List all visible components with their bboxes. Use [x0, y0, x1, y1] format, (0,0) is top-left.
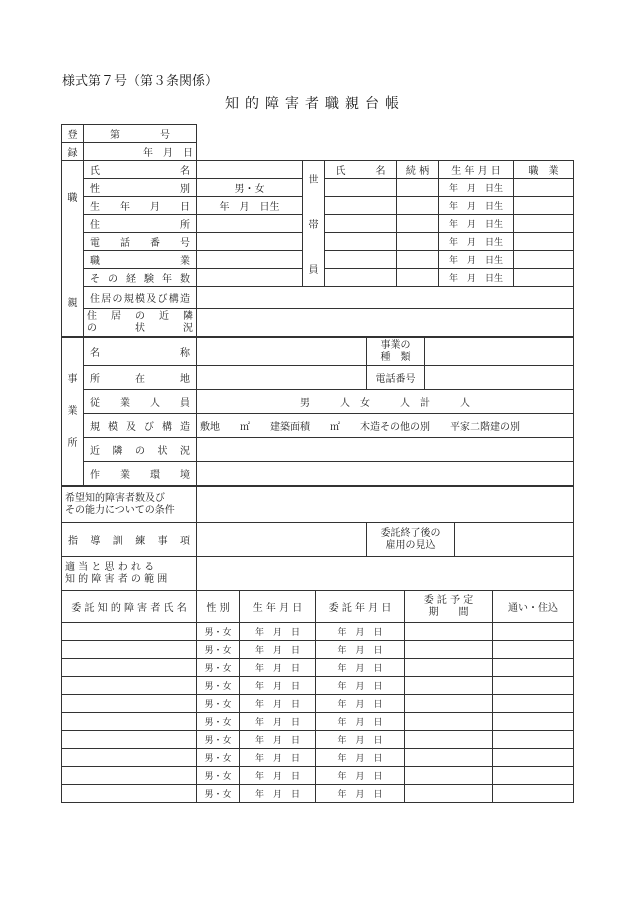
shokuoya-field-value[interactable] [197, 233, 303, 251]
sex-cell[interactable]: 男・女 [197, 731, 240, 749]
period-cell[interactable] [405, 731, 493, 749]
household-birth-cell[interactable]: 年 月 日生 [439, 233, 514, 251]
household-birth-cell[interactable]: 年 月 日生 [439, 269, 514, 287]
table-row [62, 749, 574, 767]
household-side-label: 世 帯 員 [303, 161, 325, 287]
sex-cell[interactable]: 男・女 [197, 677, 240, 695]
consignment-table [61, 590, 574, 803]
consignee-name-cell[interactable] [62, 695, 197, 713]
commute-cell[interactable] [493, 785, 574, 803]
period-cell[interactable] [405, 641, 493, 659]
table-row [62, 785, 574, 803]
shokuoya-field-label: そ の 経 験 年 数 [84, 269, 197, 287]
birth-cell[interactable]: 年 月 日 [240, 713, 316, 731]
business-phone-value[interactable] [425, 366, 574, 390]
business-location-value[interactable] [197, 366, 367, 390]
period-cell[interactable] [405, 677, 493, 695]
page-title: 知的障害者職親台帳 [225, 96, 405, 112]
after-employment-value[interactable] [455, 523, 574, 557]
birth-header: 生 年 月 日 [240, 591, 316, 623]
business-employees-value: 男 人 女 人 計 人 [197, 390, 574, 414]
household-birth-cell[interactable]: 年 月 日生 [439, 197, 514, 215]
period-cell[interactable] [405, 749, 493, 767]
period-cell[interactable] [405, 623, 493, 641]
business-phone-label: 電話番号 [367, 366, 425, 390]
sex-cell[interactable]: 男・女 [197, 785, 240, 803]
household-cell[interactable] [514, 233, 574, 251]
conditions-label: 希望知的障害者数及び その能力についての条件 [62, 487, 197, 523]
neighborhood-value[interactable] [197, 309, 574, 337]
birth-cell[interactable]: 年 月 日 [240, 623, 316, 641]
business-side-label: 事 業 所 [62, 338, 84, 486]
birth-cell[interactable]: 年 月 日 [240, 677, 316, 695]
shokuoya-field-value[interactable] [197, 215, 303, 233]
household-col-header: 氏 名 [325, 161, 397, 179]
household-cell[interactable] [514, 269, 574, 287]
household-cell[interactable] [325, 179, 397, 197]
commute-cell[interactable] [493, 695, 574, 713]
household-cell[interactable] [325, 233, 397, 251]
consign-date-cell[interactable]: 年 月 日 [316, 731, 405, 749]
consignee-name-cell[interactable] [62, 623, 197, 641]
household-cell[interactable] [514, 251, 574, 269]
sex-cell[interactable]: 男・女 [197, 641, 240, 659]
household-cell[interactable] [397, 179, 439, 197]
household-birth-cell[interactable]: 年 月 日生 [439, 215, 514, 233]
household-cell[interactable] [397, 197, 439, 215]
household-cell[interactable] [397, 215, 439, 233]
consignee-name-cell[interactable] [62, 641, 197, 659]
business-environment-label: 作 業 環 境 [84, 462, 197, 486]
shokuoya-field-value[interactable]: 年 月 日生 [197, 197, 303, 215]
consignee-name-cell[interactable] [62, 713, 197, 731]
birth-cell[interactable]: 年 月 日 [240, 695, 316, 713]
sex-cell[interactable]: 男・女 [197, 749, 240, 767]
commute-cell[interactable] [493, 731, 574, 749]
sex-cell[interactable]: 男・女 [197, 623, 240, 641]
business-location-label: 所 在 地 [84, 366, 197, 390]
consign-date-cell[interactable]: 年 月 日 [316, 713, 405, 731]
table-row [62, 659, 574, 677]
birth-cell[interactable]: 年 月 日 [240, 785, 316, 803]
business-neighborhood-value[interactable] [197, 438, 574, 462]
business-scale-value: 敷地 ㎡ 建築面積 ㎡ 木造その他の別 平家二階建の別 [197, 414, 574, 438]
period-cell[interactable] [405, 767, 493, 785]
business-environment-value[interactable] [197, 462, 574, 486]
consign-date-cell[interactable]: 年 月 日 [316, 749, 405, 767]
shokuoya-field-label: 住 所 [84, 215, 197, 233]
registration-date: 年 月 日 [84, 143, 197, 161]
household-cell[interactable] [325, 197, 397, 215]
after-employment-label: 委託終了後の 雇用の見込 [367, 523, 455, 557]
period-cell[interactable] [405, 713, 493, 731]
consign-date-cell[interactable]: 年 月 日 [316, 677, 405, 695]
guidance-value[interactable] [197, 523, 367, 557]
commute-cell[interactable] [493, 749, 574, 767]
consignee-name-cell[interactable] [62, 659, 197, 677]
birth-cell[interactable]: 年 月 日 [240, 749, 316, 767]
business-type-label: 事業の 種 類 [367, 338, 425, 366]
housing-value[interactable] [197, 287, 574, 309]
household-birth-cell[interactable]: 年 月 日生 [439, 179, 514, 197]
consignee-name-cell[interactable] [62, 731, 197, 749]
period-cell[interactable] [405, 695, 493, 713]
commute-cell[interactable] [493, 767, 574, 785]
table-row [62, 641, 574, 659]
period-cell[interactable] [405, 785, 493, 803]
table-row [62, 623, 574, 641]
birth-cell[interactable]: 年 月 日 [240, 641, 316, 659]
shokuoya-field-label: 職 業 [84, 251, 197, 269]
birth-cell[interactable]: 年 月 日 [240, 731, 316, 749]
household-cell[interactable] [397, 269, 439, 287]
commute-cell[interactable] [493, 623, 574, 641]
household-birth-cell[interactable]: 年 月 日生 [439, 251, 514, 269]
period-header: 委 託 予 定 期 間 [405, 591, 493, 623]
business-employees-label: 従 業 人 員 [84, 390, 197, 414]
shokuoya-field-label: 氏 名 [84, 161, 197, 179]
household-cell[interactable] [397, 251, 439, 269]
scope-label: 適 当 と 思 わ れ る 知 的 障 害 者 の 範 囲 [62, 557, 197, 591]
consign-date-header: 委 託 年 月 日 [316, 591, 405, 623]
consign-date-cell[interactable]: 年 月 日 [316, 785, 405, 803]
household-cell[interactable] [514, 215, 574, 233]
consignee-name-cell[interactable] [62, 677, 197, 695]
sex-cell[interactable]: 男・女 [197, 767, 240, 785]
registration-side-label: 登 [62, 125, 84, 143]
commute-header: 通い・住込 [493, 591, 574, 623]
shokuoya-field-label: 生 年 月 日 [84, 197, 197, 215]
consign-date-cell[interactable]: 年 月 日 [316, 641, 405, 659]
commute-cell[interactable] [493, 659, 574, 677]
household-col-header: 職 業 [514, 161, 574, 179]
conditions-table [61, 486, 574, 591]
shokuoya-field-value[interactable] [197, 161, 303, 179]
shokuoya-field-label: 電 話 番 号 [84, 233, 197, 251]
business-table [61, 337, 574, 486]
business-type-value[interactable] [425, 338, 574, 366]
household-cell[interactable] [325, 215, 397, 233]
period-cell[interactable] [405, 659, 493, 677]
shokuoya-field-value[interactable] [197, 269, 303, 287]
commute-cell[interactable] [493, 713, 574, 731]
form-number-label: 様式第７号（第３条関係） [62, 74, 219, 89]
business-name-value[interactable] [197, 338, 367, 366]
shokuoya-field-value[interactable] [197, 251, 303, 269]
table-row [62, 731, 574, 749]
consignee-name-cell[interactable] [62, 767, 197, 785]
conditions-value[interactable] [197, 487, 574, 523]
consignee-name-cell[interactable] [62, 785, 197, 803]
birth-cell[interactable]: 年 月 日 [240, 767, 316, 785]
consign-date-cell[interactable]: 年 月 日 [316, 695, 405, 713]
household-cell[interactable] [514, 179, 574, 197]
commute-cell[interactable] [493, 641, 574, 659]
household-col-header: 生 年 月 日 [439, 161, 514, 179]
neighborhood-label: 住 居 の 近 隣 の 状 況 [84, 309, 197, 337]
shokuoya-table [61, 160, 574, 337]
shokuoya-field-label: 性 別 [84, 179, 197, 197]
business-neighborhood-label: 近 隣 の 状 況 [84, 438, 197, 462]
sex-cell[interactable]: 男・女 [197, 695, 240, 713]
sex-cell[interactable]: 男・女 [197, 713, 240, 731]
consign-date-cell[interactable]: 年 月 日 [316, 767, 405, 785]
table-row [62, 695, 574, 713]
consignee-name-cell[interactable] [62, 749, 197, 767]
main-form-table [61, 124, 574, 161]
scope-value[interactable] [197, 557, 574, 591]
birth-cell[interactable]: 年 月 日 [240, 659, 316, 677]
consign-date-cell[interactable]: 年 月 日 [316, 623, 405, 641]
household-cell[interactable] [325, 269, 397, 287]
household-cell[interactable] [325, 251, 397, 269]
consignee-name-header: 委 託 知 的 障 害 者 氏 名 [62, 591, 197, 623]
sex-header: 性 別 [197, 591, 240, 623]
household-col-header: 続 柄 [397, 161, 439, 179]
shokuoya-field-value[interactable]: 男・女 [197, 179, 303, 197]
housing-label: 住居の規模及び構造 [84, 287, 197, 309]
business-scale-label: 規 模 及 び 構 造 [84, 414, 197, 438]
registration-number-label: 第 号 [84, 125, 197, 143]
table-row [62, 713, 574, 731]
household-cell[interactable] [397, 233, 439, 251]
commute-cell[interactable] [493, 677, 574, 695]
table-row [62, 767, 574, 785]
table-row [62, 677, 574, 695]
household-cell[interactable] [514, 197, 574, 215]
registration-side-label-2: 録 [62, 143, 84, 161]
guidance-label: 指 導 訓 練 事 項 [62, 523, 197, 557]
shokuoya-side-label: 職 親 [62, 161, 84, 337]
sex-cell[interactable]: 男・女 [197, 659, 240, 677]
business-name-label: 名 称 [84, 338, 197, 366]
consign-date-cell[interactable]: 年 月 日 [316, 659, 405, 677]
